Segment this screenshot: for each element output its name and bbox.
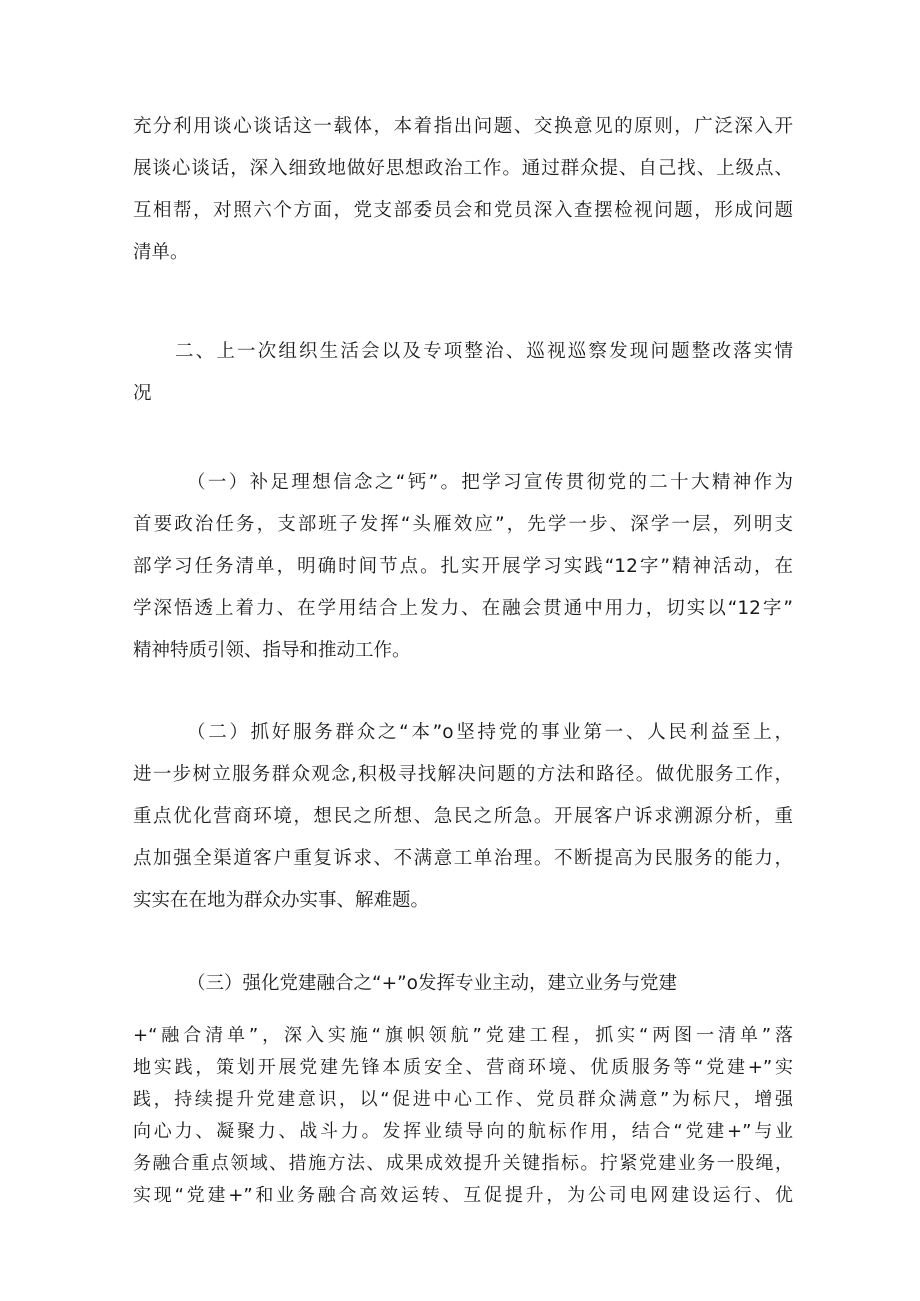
paragraph-p5 <box>133 963 793 1005</box>
text-line: （二）抓好服务群众之“本”o坚持党的事业第一、人民利益至上， <box>187 722 793 743</box>
text-line: 向心力、凝聚力、战斗力。发挥业绩导向的航标作用，结合“党建+”与业 <box>133 1121 793 1142</box>
text-line: 务融合重点领域、措施方法、成果成效提升关键指标。拧紧党建业务一股绳， <box>133 1153 793 1174</box>
text-line: 展谈心谈话，深入细致地做好思想政治工作。通过群众提、自己找、上级点、 <box>133 158 793 179</box>
text-line: 况 <box>133 383 152 404</box>
text-line: 清单。 <box>133 242 189 263</box>
text-line: 互相帮，对照六个方面，党支部委员会和党员深入查摆检视问题，形成问题 <box>133 200 793 221</box>
text-line: 进一步树立服务群众观念,积极寻找解决问题的方法和路径。做优服务工作， <box>133 764 793 785</box>
text-line: （三）强化党建融合之“+”o发挥专业主动，建立业务与党建 <box>187 973 677 994</box>
text-line: 践，持续提升党建意识，以“促进中心工作、党员群众满意”为标尺，增强 <box>133 1089 793 1110</box>
text-line: 实现“党建+”和业务融合高效运转、互促提升，为公司电网建设运行、优 <box>133 1185 793 1206</box>
text-line: 充分利用谈心谈话这一载体，本着指出问题、交换意见的原则，广泛深入开 <box>133 116 793 137</box>
paragraph-p4 <box>133 712 793 922</box>
text-line: 二、上一次组织生活会以及专项整治、巡视巡察发现问题整改落实情 <box>175 341 793 362</box>
text-line: 实实在在地为群众办实事、解难题。 <box>133 890 430 911</box>
text-line: 精神特质引领、指导和推动工作。 <box>133 640 411 661</box>
paragraph-p6 <box>133 1020 793 1212</box>
text-line: 首要政治任务，支部班子发挥“头雁效应”，先学一步、深学一层，列明支 <box>133 514 793 535</box>
text-line: 重点优化营商环境，想民之所想、急民之所急。开展客户诉求溯源分析，重 <box>133 806 793 827</box>
text-line: 部学习任务清单，明确时间节点。扎实开展学习实践“12字”精神活动，在 <box>133 556 793 577</box>
text-line: （一）补足理想信念之“钙”。把学习宣传贯彻党的二十大精神作为 <box>187 472 793 493</box>
section-heading-2 <box>133 331 793 415</box>
paragraph-p1 <box>133 106 793 274</box>
paragraph-p3 <box>133 462 793 672</box>
text-line: 地实践，策划开展党建先锋本质安全、营商环境、优质服务等“党建+”实 <box>133 1057 793 1078</box>
text-line: +“融合清单”，深入实施“旗帜领航”党建工程，抓实“两图一清单”落 <box>133 1025 793 1046</box>
text-line: 学深悟透上着力、在学用结合上发力、在融会贯通中用力，切实以“12字” <box>133 598 793 619</box>
text-line: 点加强全渠道客户重复诉求、不满意工单治理。不断提高为民服务的能力， <box>133 848 793 869</box>
